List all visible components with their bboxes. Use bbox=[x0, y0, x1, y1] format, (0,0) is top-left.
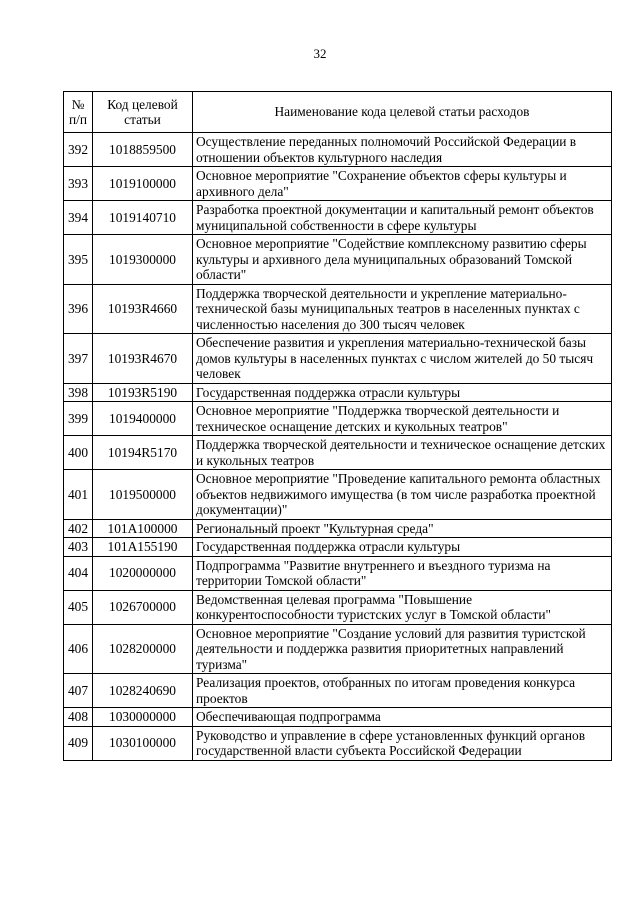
target-code-cell: 10193R5190 bbox=[93, 383, 193, 402]
row-number-cell: 409 bbox=[64, 726, 93, 760]
header-num bbox=[64, 92, 93, 133]
header-name: Наименование кода целевой статьи расходов bbox=[193, 92, 612, 133]
target-code-cell: 1026700000 bbox=[93, 590, 193, 624]
table-row bbox=[64, 133, 612, 167]
target-code-cell: 1019400000 bbox=[93, 402, 193, 436]
target-name-cell: Осуществление переданных полномочий Российской Федерации в отношении объектов культурного наследия bbox=[193, 133, 612, 167]
table-row bbox=[64, 235, 612, 285]
target-code-cell: 1020000000 bbox=[93, 556, 193, 590]
target-code-cell: 1030000000 bbox=[93, 708, 193, 727]
target-code-cell: 1028240690 bbox=[93, 674, 193, 708]
header-num-line1: № bbox=[71, 96, 85, 112]
target-name-cell: Реализация проектов, отобранных по итогам проведения конкурса проектов bbox=[193, 674, 612, 708]
target-code-cell: 1030100000 bbox=[93, 726, 193, 760]
table-row bbox=[64, 624, 612, 674]
table-row bbox=[64, 538, 612, 557]
target-code-cell: 1019300000 bbox=[93, 235, 193, 285]
target-code-cell: 1019140710 bbox=[93, 201, 193, 235]
table-row bbox=[64, 402, 612, 436]
row-number-cell: 401 bbox=[64, 470, 93, 520]
table-row bbox=[64, 284, 612, 334]
target-code-cell: 1019100000 bbox=[93, 167, 193, 201]
row-number-cell: 406 bbox=[64, 624, 93, 674]
row-number-cell: 395 bbox=[64, 235, 93, 285]
table-row bbox=[64, 334, 612, 384]
table-row bbox=[64, 167, 612, 201]
target-code-cell: 101A100000 bbox=[93, 519, 193, 538]
table-header-row bbox=[64, 92, 612, 133]
row-number-cell: 396 bbox=[64, 284, 93, 334]
target-name-cell: Поддержка творческой деятельности и техническое оснащение детских и кукольных театров bbox=[193, 436, 612, 470]
table-row bbox=[64, 519, 612, 538]
target-code-cell: 101A155190 bbox=[93, 538, 193, 557]
table-row bbox=[64, 556, 612, 590]
row-number-cell: 394 bbox=[64, 201, 93, 235]
row-number-cell: 407 bbox=[64, 674, 93, 708]
target-name-cell: Основное мероприятие "Создание условий для развития туристской деятельности и поддержка развития приоритетных направлений туризма" bbox=[193, 624, 612, 674]
target-name-cell: Обеспечивающая подпрограмма bbox=[193, 708, 612, 727]
table-row bbox=[64, 470, 612, 520]
row-number-cell: 404 bbox=[64, 556, 93, 590]
target-codes-table bbox=[63, 91, 612, 761]
row-number-cell: 399 bbox=[64, 402, 93, 436]
row-number-cell: 400 bbox=[64, 436, 93, 470]
row-number-cell: 402 bbox=[64, 519, 93, 538]
target-code-cell: 1018859500 bbox=[93, 133, 193, 167]
target-name-cell: Ведомственная целевая программа "Повышение конкурентоспособности туристских услуг в Томской области" bbox=[193, 590, 612, 624]
row-number-cell: 392 bbox=[64, 133, 93, 167]
target-name-cell: Руководство и управление в сфере установленных функций органов государственной власти субъекта Российской Федерации bbox=[193, 726, 612, 760]
target-name-cell: Государственная поддержка отрасли культуры bbox=[193, 538, 612, 557]
table-body bbox=[64, 133, 612, 761]
target-name-cell: Основное мероприятие "Содействие комплексному развитию сферы культуры и архивного дела муниципальных образований Томской области" bbox=[193, 235, 612, 285]
target-name-cell: Основное мероприятие "Поддержка творческой деятельности и техническое оснащение детских и кукольных театров" bbox=[193, 402, 612, 436]
header-num-line2: п/п bbox=[68, 112, 88, 127]
page-number: 32 bbox=[313, 46, 327, 61]
header-code-line2: статьи bbox=[124, 112, 161, 127]
target-name-cell: Поддержка творческой деятельности и укрепление материально-технической базы муниципальных театров в населенных пунктах с численностью населения до 300 тысяч человек bbox=[193, 284, 612, 334]
row-number-cell: 405 bbox=[64, 590, 93, 624]
header-code bbox=[93, 92, 193, 133]
table-row bbox=[64, 726, 612, 760]
target-name-cell: Разработка проектной документации и капитальный ремонт объектов муниципальной собственности в сфере культуры bbox=[193, 201, 612, 235]
row-number-cell: 408 bbox=[64, 708, 93, 727]
target-name-cell: Основное мероприятие "Сохранение объектов сферы культуры и архивного дела" bbox=[193, 167, 612, 201]
target-name-cell: Основное мероприятие "Проведение капитального ремонта областных объектов недвижимого имущества (в том числе разработка проектной документации)" bbox=[193, 470, 612, 520]
row-number-cell: 398 bbox=[64, 383, 93, 402]
row-number-cell: 403 bbox=[64, 538, 93, 557]
target-code-cell: 1019500000 bbox=[93, 470, 193, 520]
row-number-cell: 397 bbox=[64, 334, 93, 384]
table-row bbox=[64, 708, 612, 727]
table-row bbox=[64, 436, 612, 470]
table-row bbox=[64, 383, 612, 402]
target-name-cell: Государственная поддержка отрасли культуры bbox=[193, 383, 612, 402]
target-code-cell: 10193R4670 bbox=[93, 334, 193, 384]
target-code-cell: 10193R4660 bbox=[93, 284, 193, 334]
target-code-cell: 10194R5170 bbox=[93, 436, 193, 470]
target-name-cell: Обеспечение развития и укрепления материально-технической базы домов культуры в населенных пунктах с числом жителей до 50 тысяч человек bbox=[193, 334, 612, 384]
target-name-cell: Подпрограмма "Развитие внутреннего и въездного туризма на территории Томской области" bbox=[193, 556, 612, 590]
table-row bbox=[64, 674, 612, 708]
table-row bbox=[64, 590, 612, 624]
target-code-cell: 1028200000 bbox=[93, 624, 193, 674]
table-row bbox=[64, 201, 612, 235]
target-name-cell: Региональный проект "Культурная среда" bbox=[193, 519, 612, 538]
header-code-line1: Код целевой bbox=[107, 96, 178, 112]
row-number-cell: 393 bbox=[64, 167, 93, 201]
